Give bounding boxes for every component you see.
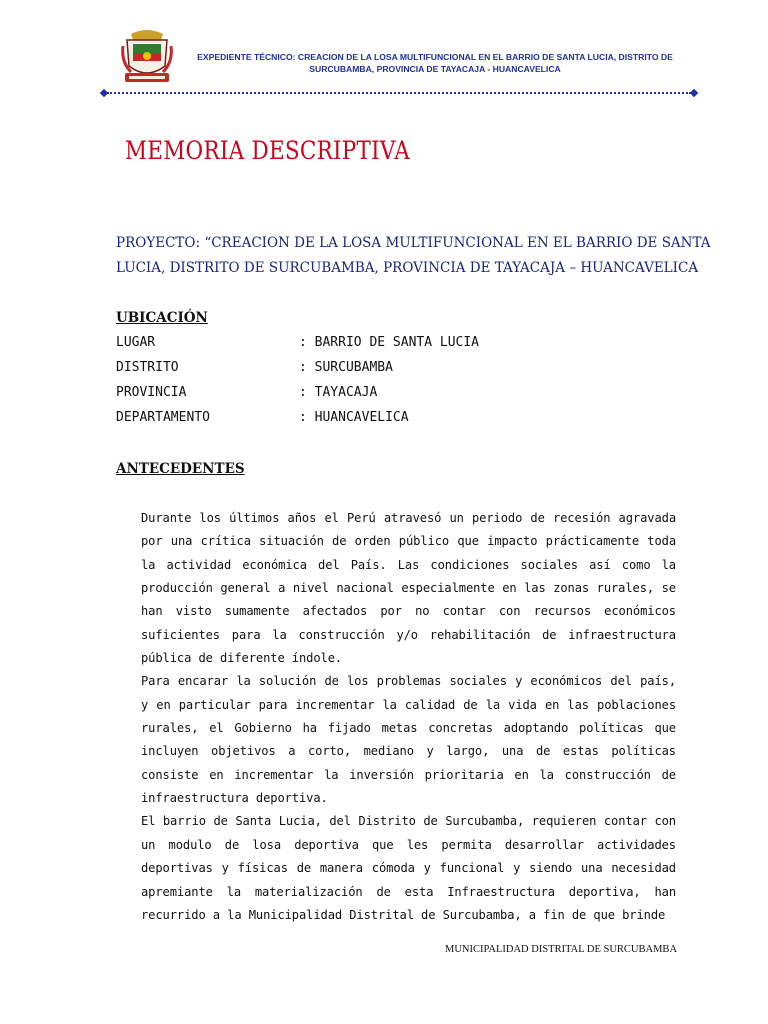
project-line2: LUCIA, DISTRITO DE SURCUBAMBA, PROVINCIA DE TAYACAJA – HUANCAVELICA: [116, 260, 699, 276]
body-paragraph: Durante los últimos años el Perú atravesó un periodo de recesión agravada por una crítica situación de orden público que impacto prácticamente toda la actividad económica del País. Las condiciones sociales así como la producción general a nivel nacional especialmente en las zonas rurales, se han visto sumamente afectados por no contar con recursos económicos suficientes para la construcción y/o rehabilitación de infraestructura pública de diferente índole.: [141, 511, 676, 666]
location-value: : HUANCAVELICA: [299, 410, 409, 425]
antecedentes-body: [141, 507, 676, 927]
location-value: : TAYACAJA: [299, 385, 378, 400]
municipal-crest-icon: [121, 26, 173, 88]
page-footer: MUNICIPALIDAD DISTRITAL DE SURCUBAMBA: [445, 944, 678, 955]
page-title: MEMORIA DESCRIPTIVA: [125, 136, 410, 165]
project-line1: PROYECTO: “CREACION DE LA LOSA MULTIFUNCIONAL EN EL BARRIO DE SANTA: [116, 235, 711, 251]
expediente-header-line1: EXPEDIENTE TÉCNICO: CREACION DE LA LOSA MULTIFUNCIONAL EN EL BARRIO DE SANTA LUCIA, DISTRITO DE: [197, 52, 673, 62]
location-value: : BARRIO DE SANTA LUCIA: [299, 335, 480, 350]
location-key: LUGAR: [116, 335, 156, 350]
location-value: : SURCUBAMBA: [299, 360, 393, 375]
location-key: DISTRITO: [116, 360, 179, 375]
diamond-icon: [690, 89, 698, 97]
project-statement: [116, 231, 711, 281]
header-divider: [101, 90, 697, 96]
body-paragraph: El barrio de Santa Lucia, del Distrito de Surcubamba, requieren contar con un modulo de losa deportiva que les permita desarrollar actividades deportivas y físicas de manera cómoda y funcional y siendo una necesidad apremiante la materialización de esta Infraestructura deportiva, han recurrido a la Municipalidad Distrital de Surcubamba, a fin de que brinde: [141, 814, 676, 922]
location-key: DEPARTAMENTO: [116, 410, 210, 425]
location-key: PROVINCIA: [116, 385, 187, 400]
expediente-header-line2: SURCUBAMBA, PROVINCIA DE TAYACAJA - HUANCAVELICA: [309, 64, 561, 74]
expediente-header: [190, 51, 680, 75]
antecedentes-heading: ANTECEDENTES: [116, 461, 245, 477]
body-paragraph: Para encarar la solución de los problemas sociales y económicos del país, y en particular para incrementar la calidad de la vida en las poblaciones rurales, el Gobierno ha fijado metas concretas adoptando políticas que incluyen objetivos a corto, mediano y largo, una de estas políticas consiste en incrementar la inversión prioritaria en la construcción de infraestructura deportiva.: [141, 674, 676, 806]
ubicacion-heading: UBICACIÓN: [116, 310, 208, 326]
